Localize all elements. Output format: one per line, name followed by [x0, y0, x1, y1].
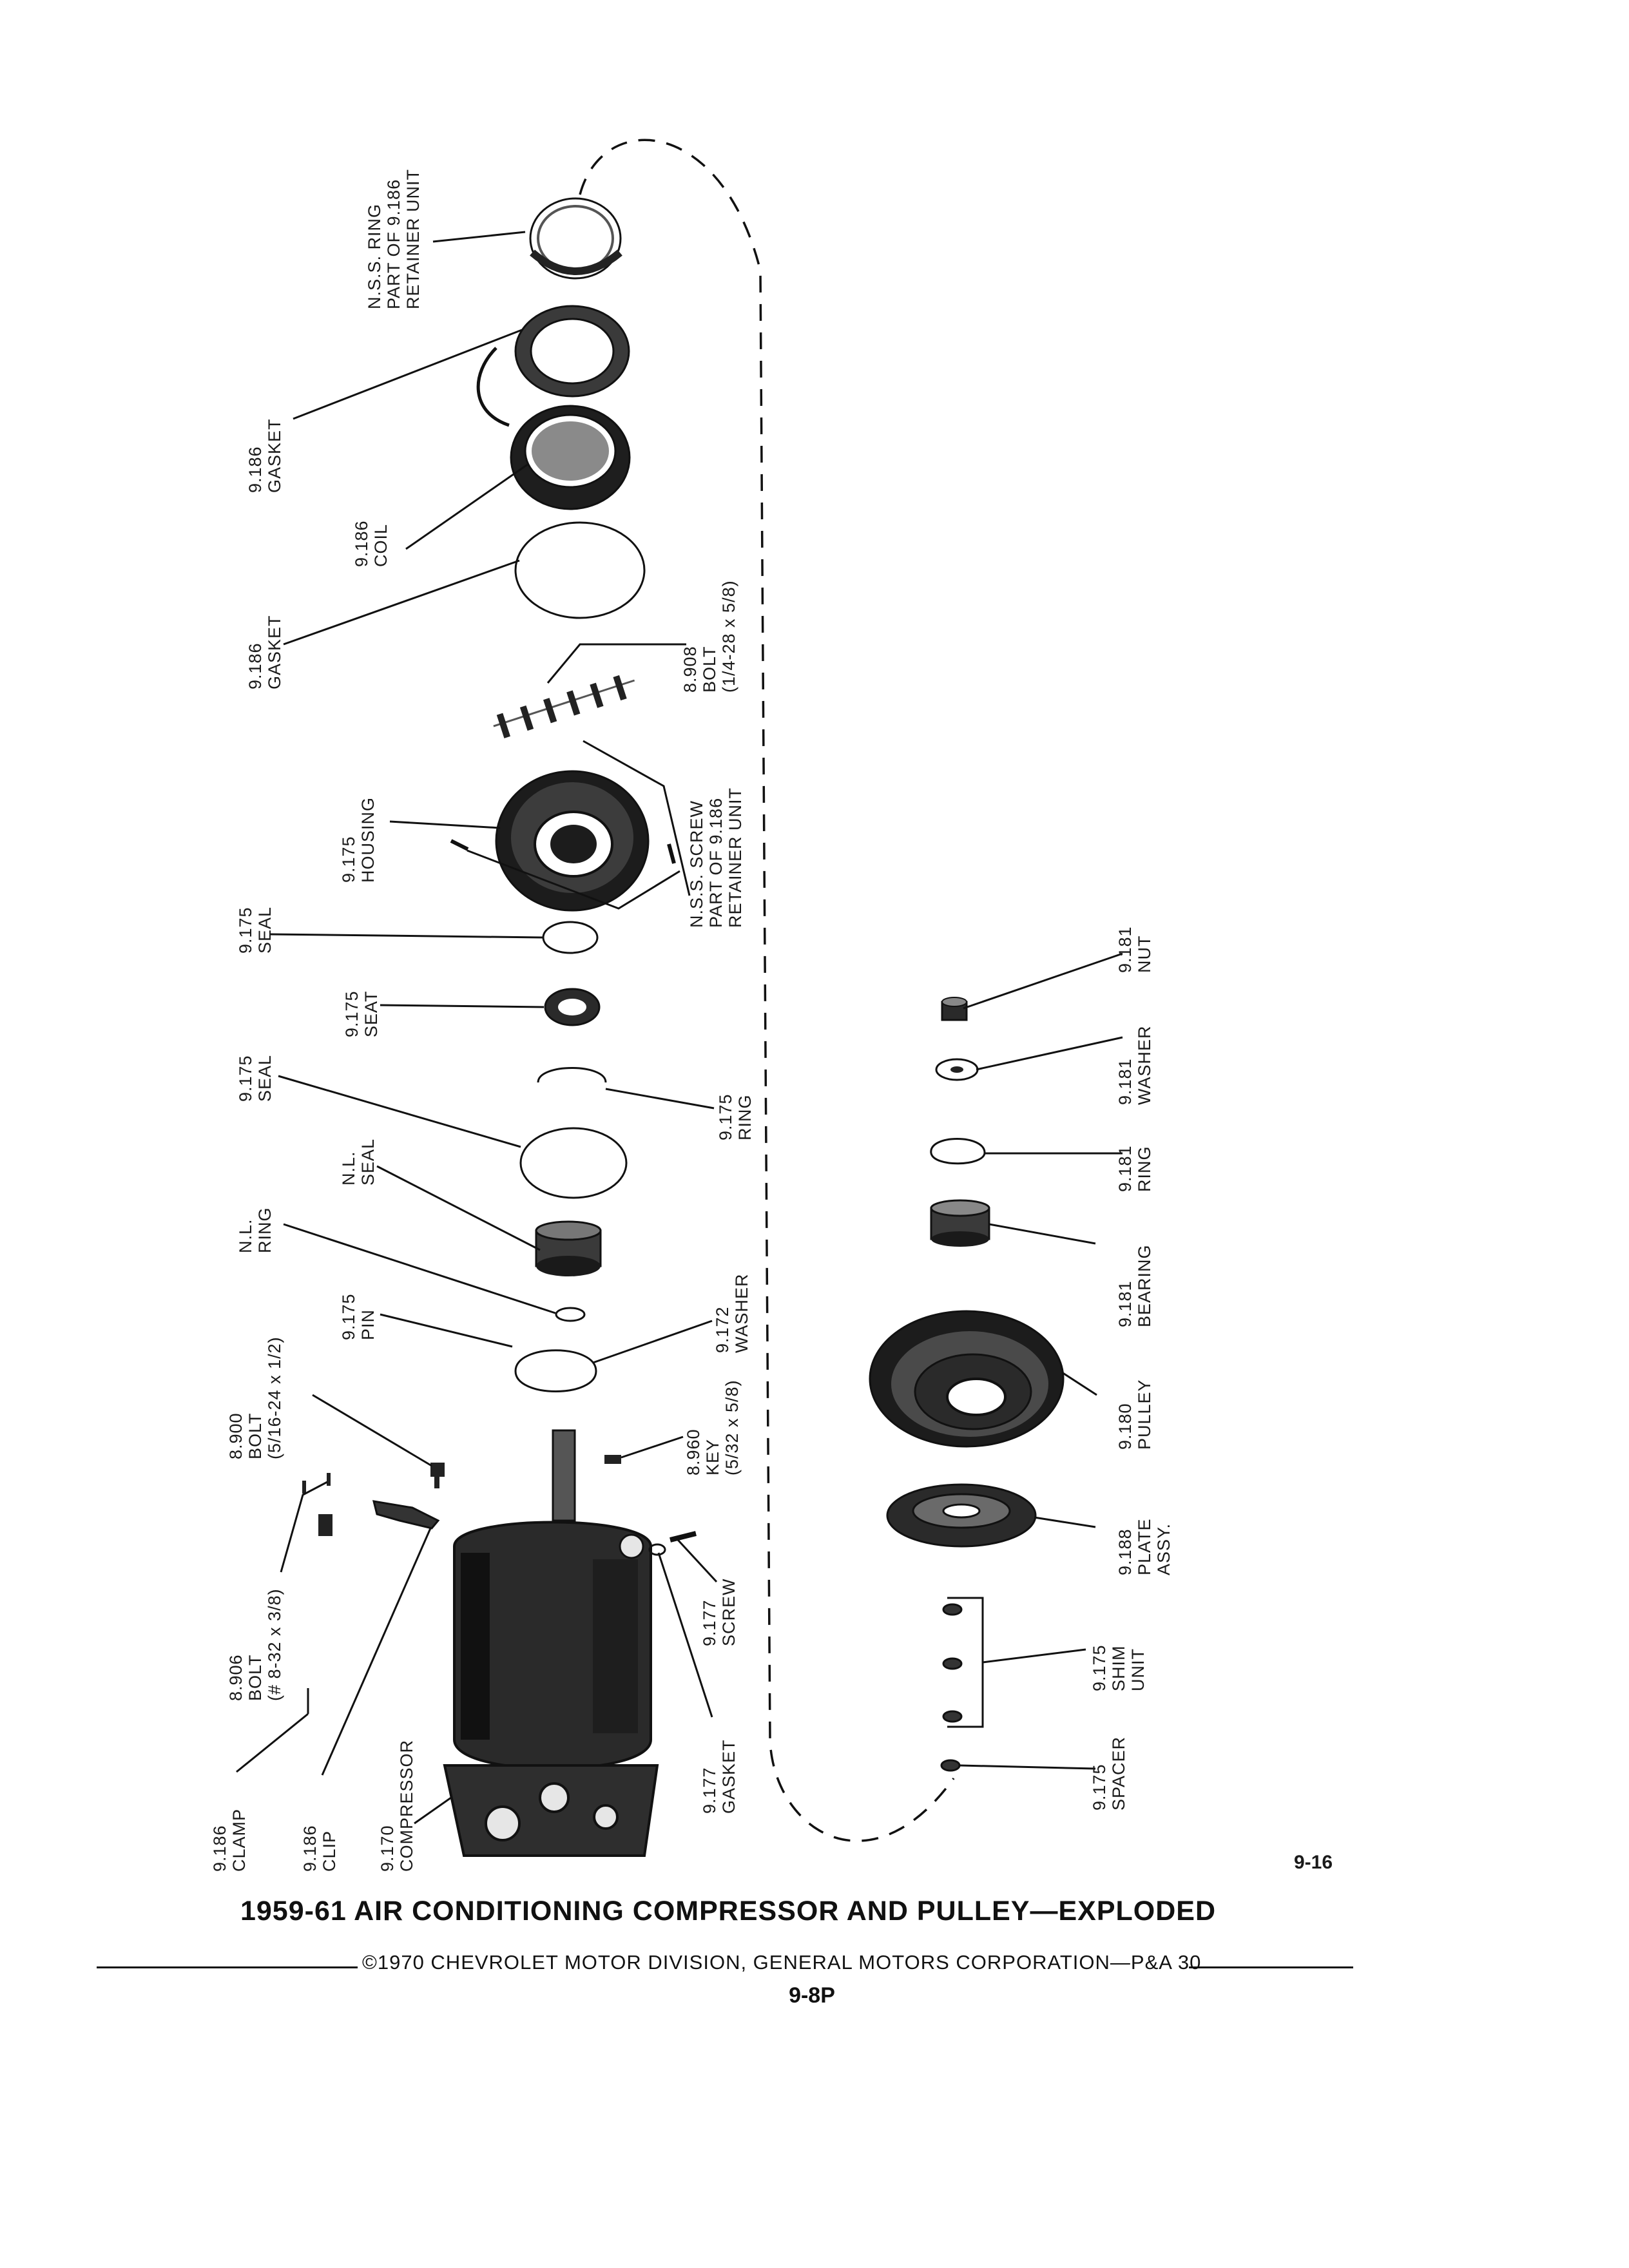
callout-compressor-170-line-2: COMPRESSOR: [397, 1739, 416, 1872]
callout-seat-175: [342, 990, 381, 1037]
copyright-text: ©1970 CHEVROLET MOTOR DIVISION, GENERAL MOTORS CORPORATION—P&A 30: [362, 1951, 1202, 1974]
callout-bearing-181-line-2: BEARING: [1135, 1244, 1154, 1327]
callout-bolt-908-line-2: BOLT: [700, 646, 719, 693]
callout-ring-175: [716, 1093, 755, 1140]
callout-ring-181: [1115, 1145, 1154, 1192]
callout-coil: [352, 520, 390, 567]
callout-coil-line-2: COIL: [371, 523, 390, 567]
callout-seat-175-line-1: 9.175: [342, 990, 361, 1037]
callout-key-960-line-1: 8.960: [684, 1428, 703, 1475]
callout-key-960-line-2: KEY: [703, 1438, 722, 1475]
key-960-part: [604, 1455, 621, 1464]
callout-nut-181-line-1: 9.181: [1115, 926, 1135, 973]
callout-gasket-lower-line-2: GASKET: [265, 615, 284, 689]
callout-nl-seal-line-2: SEAL: [358, 1138, 378, 1186]
gasket-lower-part: [516, 523, 644, 618]
callout-shim-175-line-2: SHIM: [1109, 1645, 1128, 1691]
callout-gasket-lower-line-1: 9.186: [246, 642, 265, 689]
callout-bolt-900-line-1: 8.900: [226, 1412, 246, 1459]
callout-nss-screw-line-1: N.S.S. SCREW: [687, 800, 706, 928]
plate-assy-188-part: [887, 1485, 1036, 1546]
callout-seat-175-line-2: SEAT: [361, 990, 381, 1037]
callout-plate-188-line-3: ASSY.: [1154, 1523, 1173, 1575]
callout-housing-line-2: HOUSING: [358, 796, 378, 883]
callout-nl-ring: [236, 1207, 275, 1254]
callout-seal-175-upper: [236, 907, 275, 954]
callout-washer-172-line-2: WASHER: [732, 1273, 751, 1353]
callout-bolt-900-line-3: (5/16-24 x 1/2): [265, 1336, 284, 1459]
callout-housing: [339, 797, 378, 883]
callout-ring-181-line-1: 9.181: [1115, 1145, 1135, 1192]
copyright-line: [97, 1951, 1353, 1977]
compressor-part: [445, 1430, 657, 1856]
callout-nut-181: [1115, 926, 1154, 973]
callout-spacer-175: [1090, 1736, 1128, 1811]
callout-clip-186-line-2: CLIP: [320, 1830, 339, 1872]
callout-ring-181-line-2: RING: [1135, 1146, 1154, 1192]
callout-gasket-upper-line-2: GASKET: [265, 418, 284, 493]
callout-seal-175-lower-line-1: 9.175: [236, 1055, 255, 1102]
seat-part: [545, 989, 599, 1025]
callout-nss-ring-line-2: PART OF 9.186: [384, 178, 403, 309]
callout-nut-181-line-2: NUT: [1135, 935, 1154, 973]
callout-bolt-906: [226, 1588, 284, 1701]
callout-bolt-906-line-3: (# 8-32 x 3/8): [265, 1588, 284, 1701]
callout-shim-175: [1090, 1644, 1148, 1691]
callout-nss-ring-line-1: N.S.S. RING: [365, 203, 384, 309]
callout-shim-175-line-3: UNIT: [1128, 1648, 1148, 1691]
callout-bolt-908-line-3: (1/4-28 x 5/8): [719, 580, 738, 693]
callout-nl-seal: [339, 1139, 378, 1186]
callout-bolt-906-line-1: 8.906: [226, 1654, 246, 1701]
callout-seal-175-upper-line-1: 9.175: [236, 907, 255, 954]
clamp-part: [318, 1514, 333, 1536]
callout-clamp-186: [210, 1809, 249, 1872]
callout-washer-172: [713, 1273, 751, 1353]
rule-left: [97, 1966, 358, 1968]
figure-number: 9-16: [1294, 1852, 1333, 1873]
callout-pin-175: [339, 1293, 378, 1340]
seal-upper-part: [543, 922, 597, 953]
spacer-175-part: [941, 1760, 959, 1771]
callout-coil-line-1: 9.186: [352, 520, 371, 567]
callout-nl-ring-line-1: N.L.: [236, 1218, 255, 1253]
callout-screw-177: [700, 1579, 738, 1647]
callout-pin-175-line-1: 9.175: [339, 1293, 358, 1340]
callout-gasket-upper: [246, 418, 284, 493]
callout-pulley-180-line-2: PULLEY: [1135, 1379, 1154, 1450]
callout-bearing-181: [1115, 1244, 1154, 1327]
callout-pin-175-line-2: PIN: [358, 1309, 378, 1340]
washer-181-part: [936, 1059, 978, 1080]
callout-washer-181-line-2: WASHER: [1135, 1025, 1154, 1105]
pulley-180-part: [870, 1311, 1063, 1446]
callout-key-960: [684, 1379, 742, 1475]
callout-nss-screw-line-2: PART OF 9.186: [706, 797, 726, 928]
callout-nss-ring: [365, 169, 423, 309]
callout-nss-screw-line-3: RETAINER UNIT: [726, 787, 745, 928]
callout-key-960-line-3: (5/32 x 5/8): [722, 1379, 742, 1475]
callout-plate-188: [1115, 1518, 1173, 1575]
callout-washer-181-line-1: 9.181: [1115, 1058, 1135, 1105]
callout-shim-175-line-1: 9.175: [1090, 1644, 1109, 1691]
callout-gasket-177-line-2: GASKET: [719, 1739, 738, 1814]
nut-181-part: [942, 997, 967, 1020]
ring-175-part: [538, 1068, 606, 1083]
callout-seal-175-upper-line-2: SEAL: [255, 906, 275, 954]
screw-177-part: [670, 1533, 696, 1540]
callout-seal-175-lower: [236, 1055, 275, 1102]
shim-unit-part: [943, 1604, 961, 1722]
callout-nss-ring-line-3: RETAINER UNIT: [403, 168, 423, 309]
nss-screw-right-part: [669, 844, 674, 863]
nss-ring-part: [530, 198, 621, 278]
gasket-upper-part: [516, 306, 629, 396]
callout-nl-ring-line-2: RING: [255, 1207, 275, 1253]
callout-compressor-170-line-1: 9.170: [378, 1825, 397, 1872]
housing-part: [496, 771, 648, 910]
callout-bolt-900: [226, 1336, 284, 1459]
callout-pulley-180: [1115, 1379, 1154, 1450]
callout-seal-175-lower-line-2: SEAL: [255, 1054, 275, 1102]
callout-clip-186-line-1: 9.186: [300, 1825, 320, 1872]
callout-compressor-170: [378, 1740, 416, 1872]
callout-washer-172-line-1: 9.172: [713, 1306, 732, 1353]
clip-part: [374, 1501, 438, 1528]
callout-spacer-175-line-2: SPACER: [1109, 1736, 1128, 1811]
callout-gasket-upper-line-1: 9.186: [246, 446, 265, 493]
callout-bolt-908-line-1: 8.908: [680, 646, 700, 693]
callout-nl-seal-line-1: N.L.: [339, 1151, 358, 1186]
callout-bearing-181-line-1: 9.181: [1115, 1280, 1135, 1327]
callout-screw-177-line-1: 9.177: [700, 1599, 719, 1646]
callout-screw-177-line-2: SCREW: [719, 1578, 738, 1646]
nl-seal-part: [536, 1222, 601, 1276]
callout-clamp-186-line-1: 9.186: [210, 1825, 229, 1872]
callout-nss-screw: [687, 787, 745, 928]
callout-gasket-177: [700, 1739, 738, 1814]
callout-spacer-175-line-1: 9.175: [1090, 1763, 1109, 1811]
washer-172-part: [516, 1350, 596, 1392]
callout-plate-188-line-1: 9.188: [1115, 1528, 1135, 1575]
callout-pulley-180-line-1: 9.180: [1115, 1403, 1135, 1450]
ring-181-part: [931, 1139, 985, 1164]
callout-housing-line-1: 9.175: [339, 836, 358, 883]
seal-lower-part: [521, 1128, 626, 1198]
bearing-181-part: [931, 1200, 989, 1247]
page-title: 1959-61 AIR CONDITIONING COMPRESSOR AND PULLEY—EXPLODED: [240, 1896, 1217, 1927]
callout-clip-186: [300, 1825, 339, 1872]
callout-gasket-lower: [246, 615, 284, 689]
bolt-900-part: [430, 1463, 445, 1488]
page-number: 9-8P: [789, 1983, 835, 2008]
callout-bolt-908: [680, 580, 738, 693]
nl-ring-part: [556, 1308, 584, 1321]
nss-screw-left-part: [451, 841, 468, 849]
callout-gasket-177-line-1: 9.177: [700, 1767, 719, 1814]
callout-plate-188-line-2: PLATE: [1135, 1518, 1154, 1575]
callout-bolt-900-line-2: BOLT: [246, 1412, 265, 1459]
bolt-set-part: [490, 671, 639, 740]
rule-right: [1189, 1966, 1353, 1968]
callout-clamp-186-line-2: CLAMP: [229, 1808, 249, 1872]
callout-ring-175-line-1: 9.175: [716, 1093, 735, 1140]
callout-ring-175-line-2: RING: [735, 1094, 755, 1140]
callout-bolt-906-line-2: BOLT: [246, 1654, 265, 1701]
